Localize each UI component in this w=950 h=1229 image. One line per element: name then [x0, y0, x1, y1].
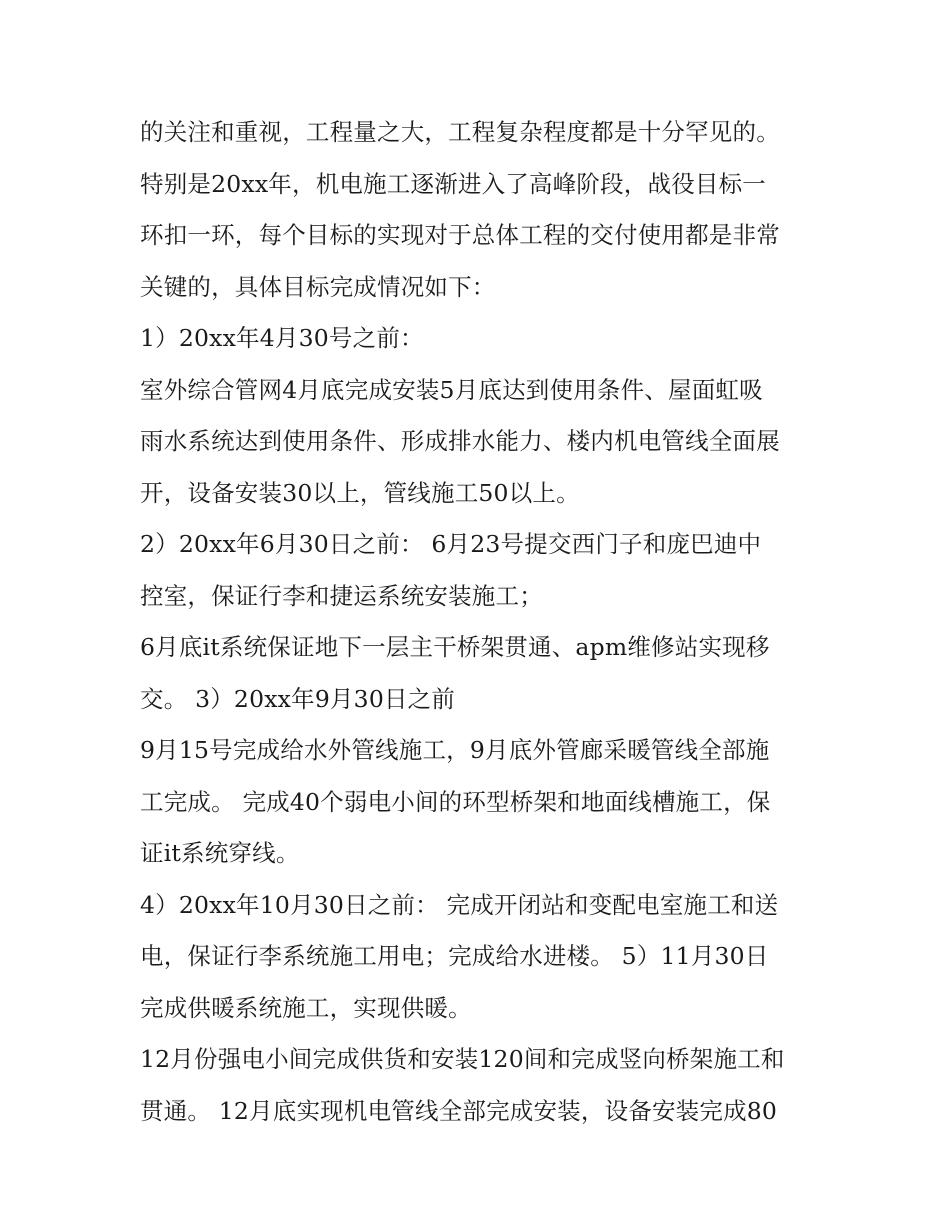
text-line: 6月底it系统保证地下一层主干桥架贯通、apm维修站实现移: [140, 633, 770, 661]
text-line: 完成供暖系统施工，实现供暖。: [140, 993, 472, 1022]
text-line: 的关注和重视，工程量之大，工程复杂程度都是十分罕见的。: [140, 118, 780, 146]
document-body: [140, 107, 830, 1137]
text-line: 12月份强电小间完成供货和安装120间和完成竖向桥架施工和: [140, 1045, 785, 1073]
text-line: 关键的，具体目标完成情况如下：: [140, 272, 496, 301]
text-line: 雨水系统达到使用条件、形成排水能力、楼内机电管线全面展: [140, 427, 780, 455]
text-line: 1）20xx年4月30号之前：: [140, 324, 424, 352]
text-line: 2）20xx年6月30日之前： 6月23号提交西门子和庞巴迪中: [140, 530, 762, 558]
text-line: 9月15号完成给水外管线施工，9月底外管廊采暖管线全部施: [140, 736, 770, 764]
text-line: 工完成。 完成40个弱电小间的环型桥架和地面线槽施工，保: [140, 787, 771, 816]
text-line: 贯通。 12月底实现机电管线全部完成安装，设备安装完成80: [140, 1096, 778, 1125]
text-line: 控室，保证行李和捷运系统安装施工；: [140, 581, 543, 610]
text-line: 4）20xx年10月30日之前： 完成开闭站和变配电室施工和送: [140, 890, 779, 919]
text-line: 交。 3）20xx年9月30日之前: [140, 684, 456, 713]
text-line: 环扣一环，每个目标的实现对于总体工程的交付使用都是非常: [140, 221, 780, 249]
text-line: 电，保证行李系统施工用电；完成给水进楼。 5）11月30日: [140, 942, 769, 970]
text-line: 证it系统穿线。: [140, 839, 300, 867]
text-line: 特别是20xx年，机电施工逐渐进入了高峰阶段，战役目标一: [140, 169, 767, 198]
text-line: 开，设备安装30以上，管线施工50以上。: [140, 478, 580, 507]
text-line: 室外综合管网4月底完成安装5月底达到使用条件、屋面虹吸: [140, 375, 763, 404]
